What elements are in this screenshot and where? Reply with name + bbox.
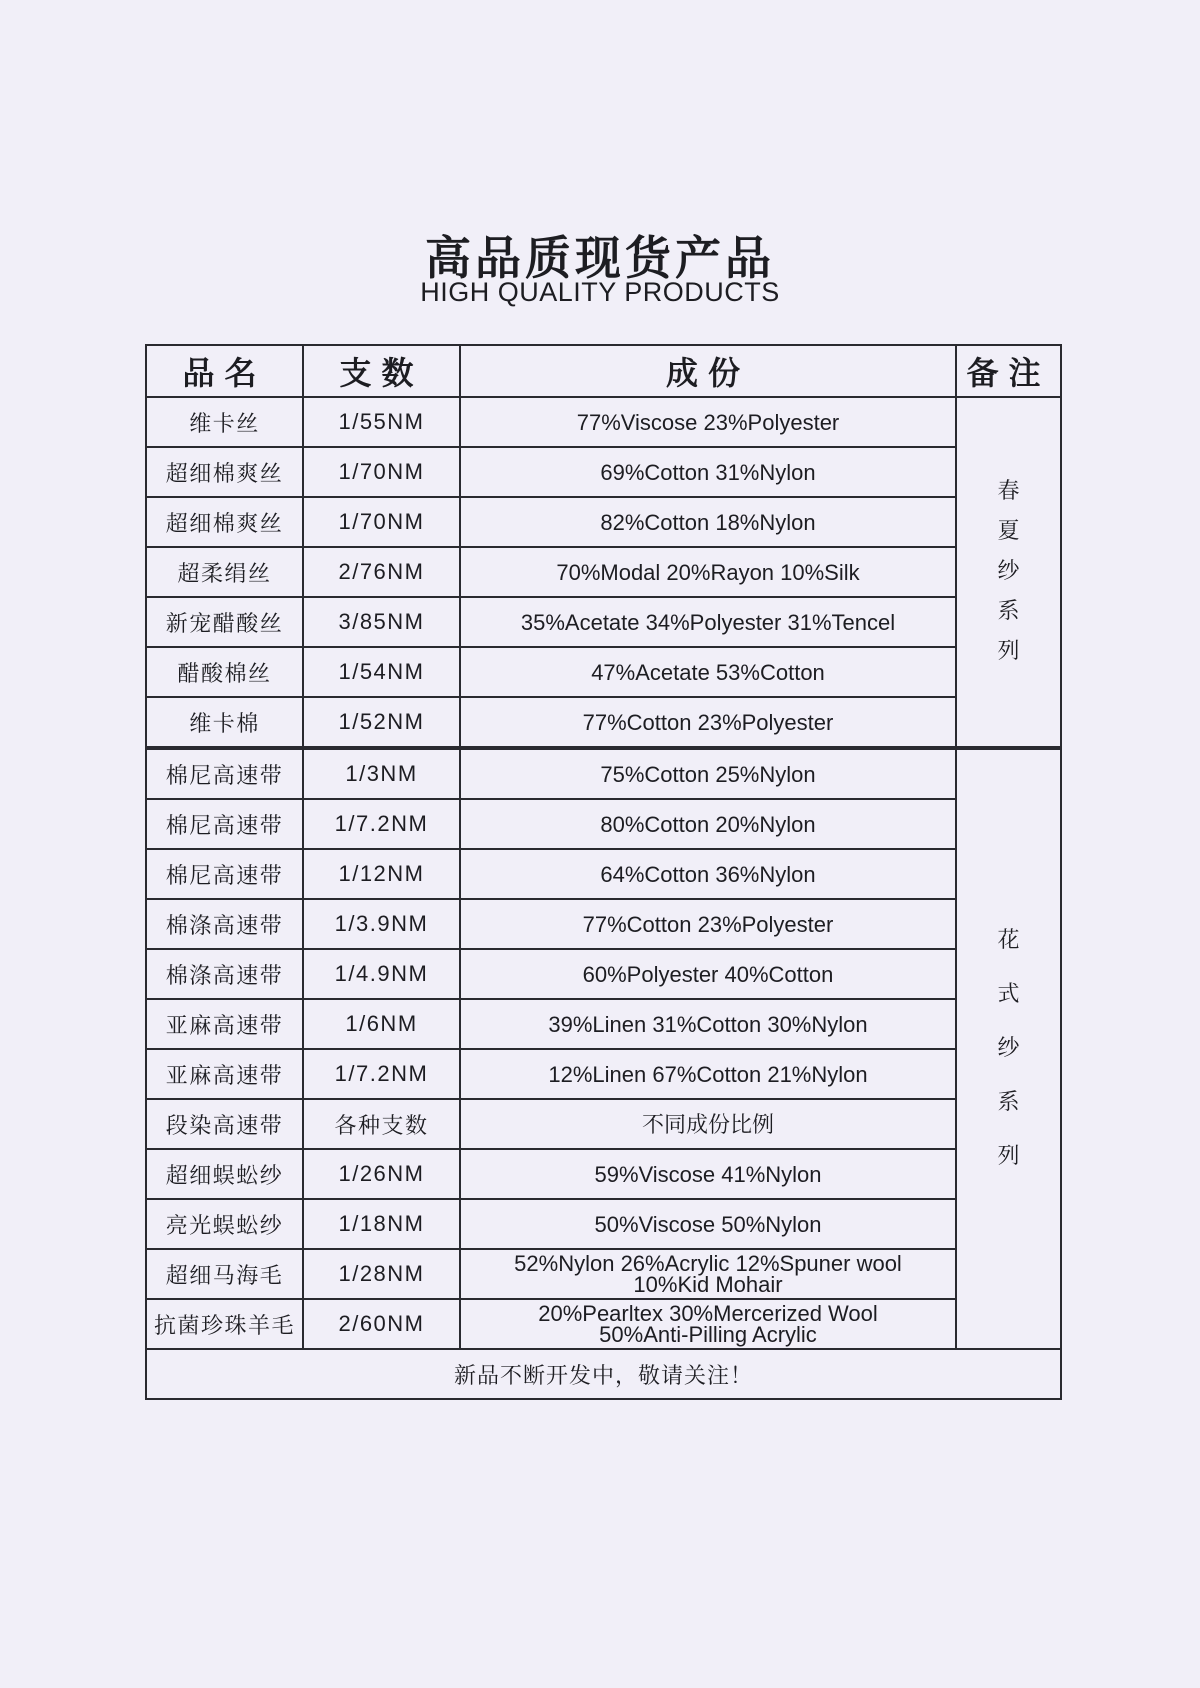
table-row: [146, 1299, 1061, 1349]
composition: 70%Modal 20%Rayon 10%Silk: [460, 547, 956, 597]
product-name: 棉涤高速带: [146, 899, 303, 949]
table-row: [146, 397, 1061, 447]
yarn-count: 1/54NM: [303, 647, 460, 697]
page-title: 高品质现货产品: [425, 231, 775, 285]
page-subtitle: HIGH QUALITY PRODUCTS: [420, 277, 780, 307]
product-name: 棉尼高速带: [146, 799, 303, 849]
composition: 82%Cotton 18%Nylon: [460, 497, 956, 547]
yarn-count: 1/3.9NM: [303, 899, 460, 949]
composition: 69%Cotton 31%Nylon: [460, 447, 956, 497]
product-name: 超细棉爽丝: [146, 497, 303, 547]
composition: 77%Cotton 23%Polyester: [460, 697, 956, 748]
table-row: [146, 748, 1061, 799]
header-composition: 成份: [460, 345, 956, 397]
yarn-count: 1/52NM: [303, 697, 460, 748]
table-body: [146, 397, 1061, 1349]
product-name: 亚麻高速带: [146, 1049, 303, 1099]
composition: 75%Cotton 25%Nylon: [460, 748, 956, 799]
composition: 64%Cotton 36%Nylon: [460, 849, 956, 899]
product-name: 醋酸棉丝: [146, 647, 303, 697]
product-name: 抗菌珍珠羊毛: [146, 1299, 303, 1349]
yarn-count: 1/6NM: [303, 999, 460, 1049]
product-name: 超细蜈蚣纱: [146, 1149, 303, 1199]
yarn-count: 1/28NM: [303, 1249, 460, 1299]
composition: 39%Linen 31%Cotton 30%Nylon: [460, 999, 956, 1049]
yarn-count: 1/7.2NM: [303, 1049, 460, 1099]
table-row: [146, 1049, 1061, 1099]
yarn-count: 1/7.2NM: [303, 799, 460, 849]
products-table: [145, 344, 1062, 1400]
product-name: 新宠醋酸丝: [146, 597, 303, 647]
yarn-count: 1/55NM: [303, 397, 460, 447]
composition: 52%Nylon 26%Acrylic 12%Spuner wool 10%Kid Mohair: [460, 1249, 956, 1299]
composition: 35%Acetate 34%Polyester 31%Tencel: [460, 597, 956, 647]
yarn-count: 1/70NM: [303, 497, 460, 547]
yarn-count: 1/18NM: [303, 1199, 460, 1249]
series-note: 花 式 纱 系 列: [956, 748, 1061, 1349]
composition: 59%Viscose 41%Nylon: [460, 1149, 956, 1199]
table-row: [146, 647, 1061, 697]
product-name: 超细棉爽丝: [146, 447, 303, 497]
yarn-count: 1/4.9NM: [303, 949, 460, 999]
composition: 80%Cotton 20%Nylon: [460, 799, 956, 849]
table-row: [146, 547, 1061, 597]
yarn-count: 各种支数: [303, 1099, 460, 1149]
table-row: [146, 597, 1061, 647]
table-row: [146, 497, 1061, 547]
header-count: 支数: [303, 345, 460, 397]
composition: 47%Acetate 53%Cotton: [460, 647, 956, 697]
table-row: [146, 799, 1061, 849]
footer-row: [146, 1349, 1061, 1399]
yarn-count: 1/3NM: [303, 748, 460, 799]
yarn-count: 1/26NM: [303, 1149, 460, 1199]
table-row: [146, 999, 1061, 1049]
table-row: [146, 697, 1061, 748]
product-name: 维卡棉: [146, 697, 303, 748]
product-name: 棉涤高速带: [146, 949, 303, 999]
header-name: 品名: [146, 345, 303, 397]
product-name: 超细马海毛: [146, 1249, 303, 1299]
composition: 12%Linen 67%Cotton 21%Nylon: [460, 1049, 956, 1099]
footer-note: 新品不断开发中，敬请关注！: [146, 1349, 1061, 1399]
table-row: [146, 849, 1061, 899]
yarn-count: 1/12NM: [303, 849, 460, 899]
composition: 77%Viscose 23%Polyester: [460, 397, 956, 447]
composition: 50%Viscose 50%Nylon: [460, 1199, 956, 1249]
table-row: [146, 1149, 1061, 1199]
product-name: 亚麻高速带: [146, 999, 303, 1049]
product-name: 棉尼高速带: [146, 748, 303, 799]
product-name: 维卡丝: [146, 397, 303, 447]
table-row: [146, 899, 1061, 949]
yarn-count: 3/85NM: [303, 597, 460, 647]
composition: 不同成份比例: [460, 1099, 956, 1149]
product-name: 超柔绢丝: [146, 547, 303, 597]
yarn-count: 2/60NM: [303, 1299, 460, 1349]
product-name: 亮光蜈蚣纱: [146, 1199, 303, 1249]
table-row: [146, 1199, 1061, 1249]
header-note: 备注: [956, 345, 1061, 397]
table-header-row: [146, 345, 1061, 397]
product-name: 棉尼高速带: [146, 849, 303, 899]
table-row: [146, 1249, 1061, 1299]
table-row: [146, 447, 1061, 497]
product-name: 段染高速带: [146, 1099, 303, 1149]
series-note: 春 夏 纱 系 列: [956, 397, 1061, 748]
composition: 60%Polyester 40%Cotton: [460, 949, 956, 999]
table-row: [146, 949, 1061, 999]
composition: 20%Pearltex 30%Mercerized Wool 50%Anti-Pilling Acrylic: [460, 1299, 956, 1349]
table-row: [146, 1099, 1061, 1149]
composition: 77%Cotton 23%Polyester: [460, 899, 956, 949]
yarn-count: 2/76NM: [303, 547, 460, 597]
yarn-count: 1/70NM: [303, 447, 460, 497]
